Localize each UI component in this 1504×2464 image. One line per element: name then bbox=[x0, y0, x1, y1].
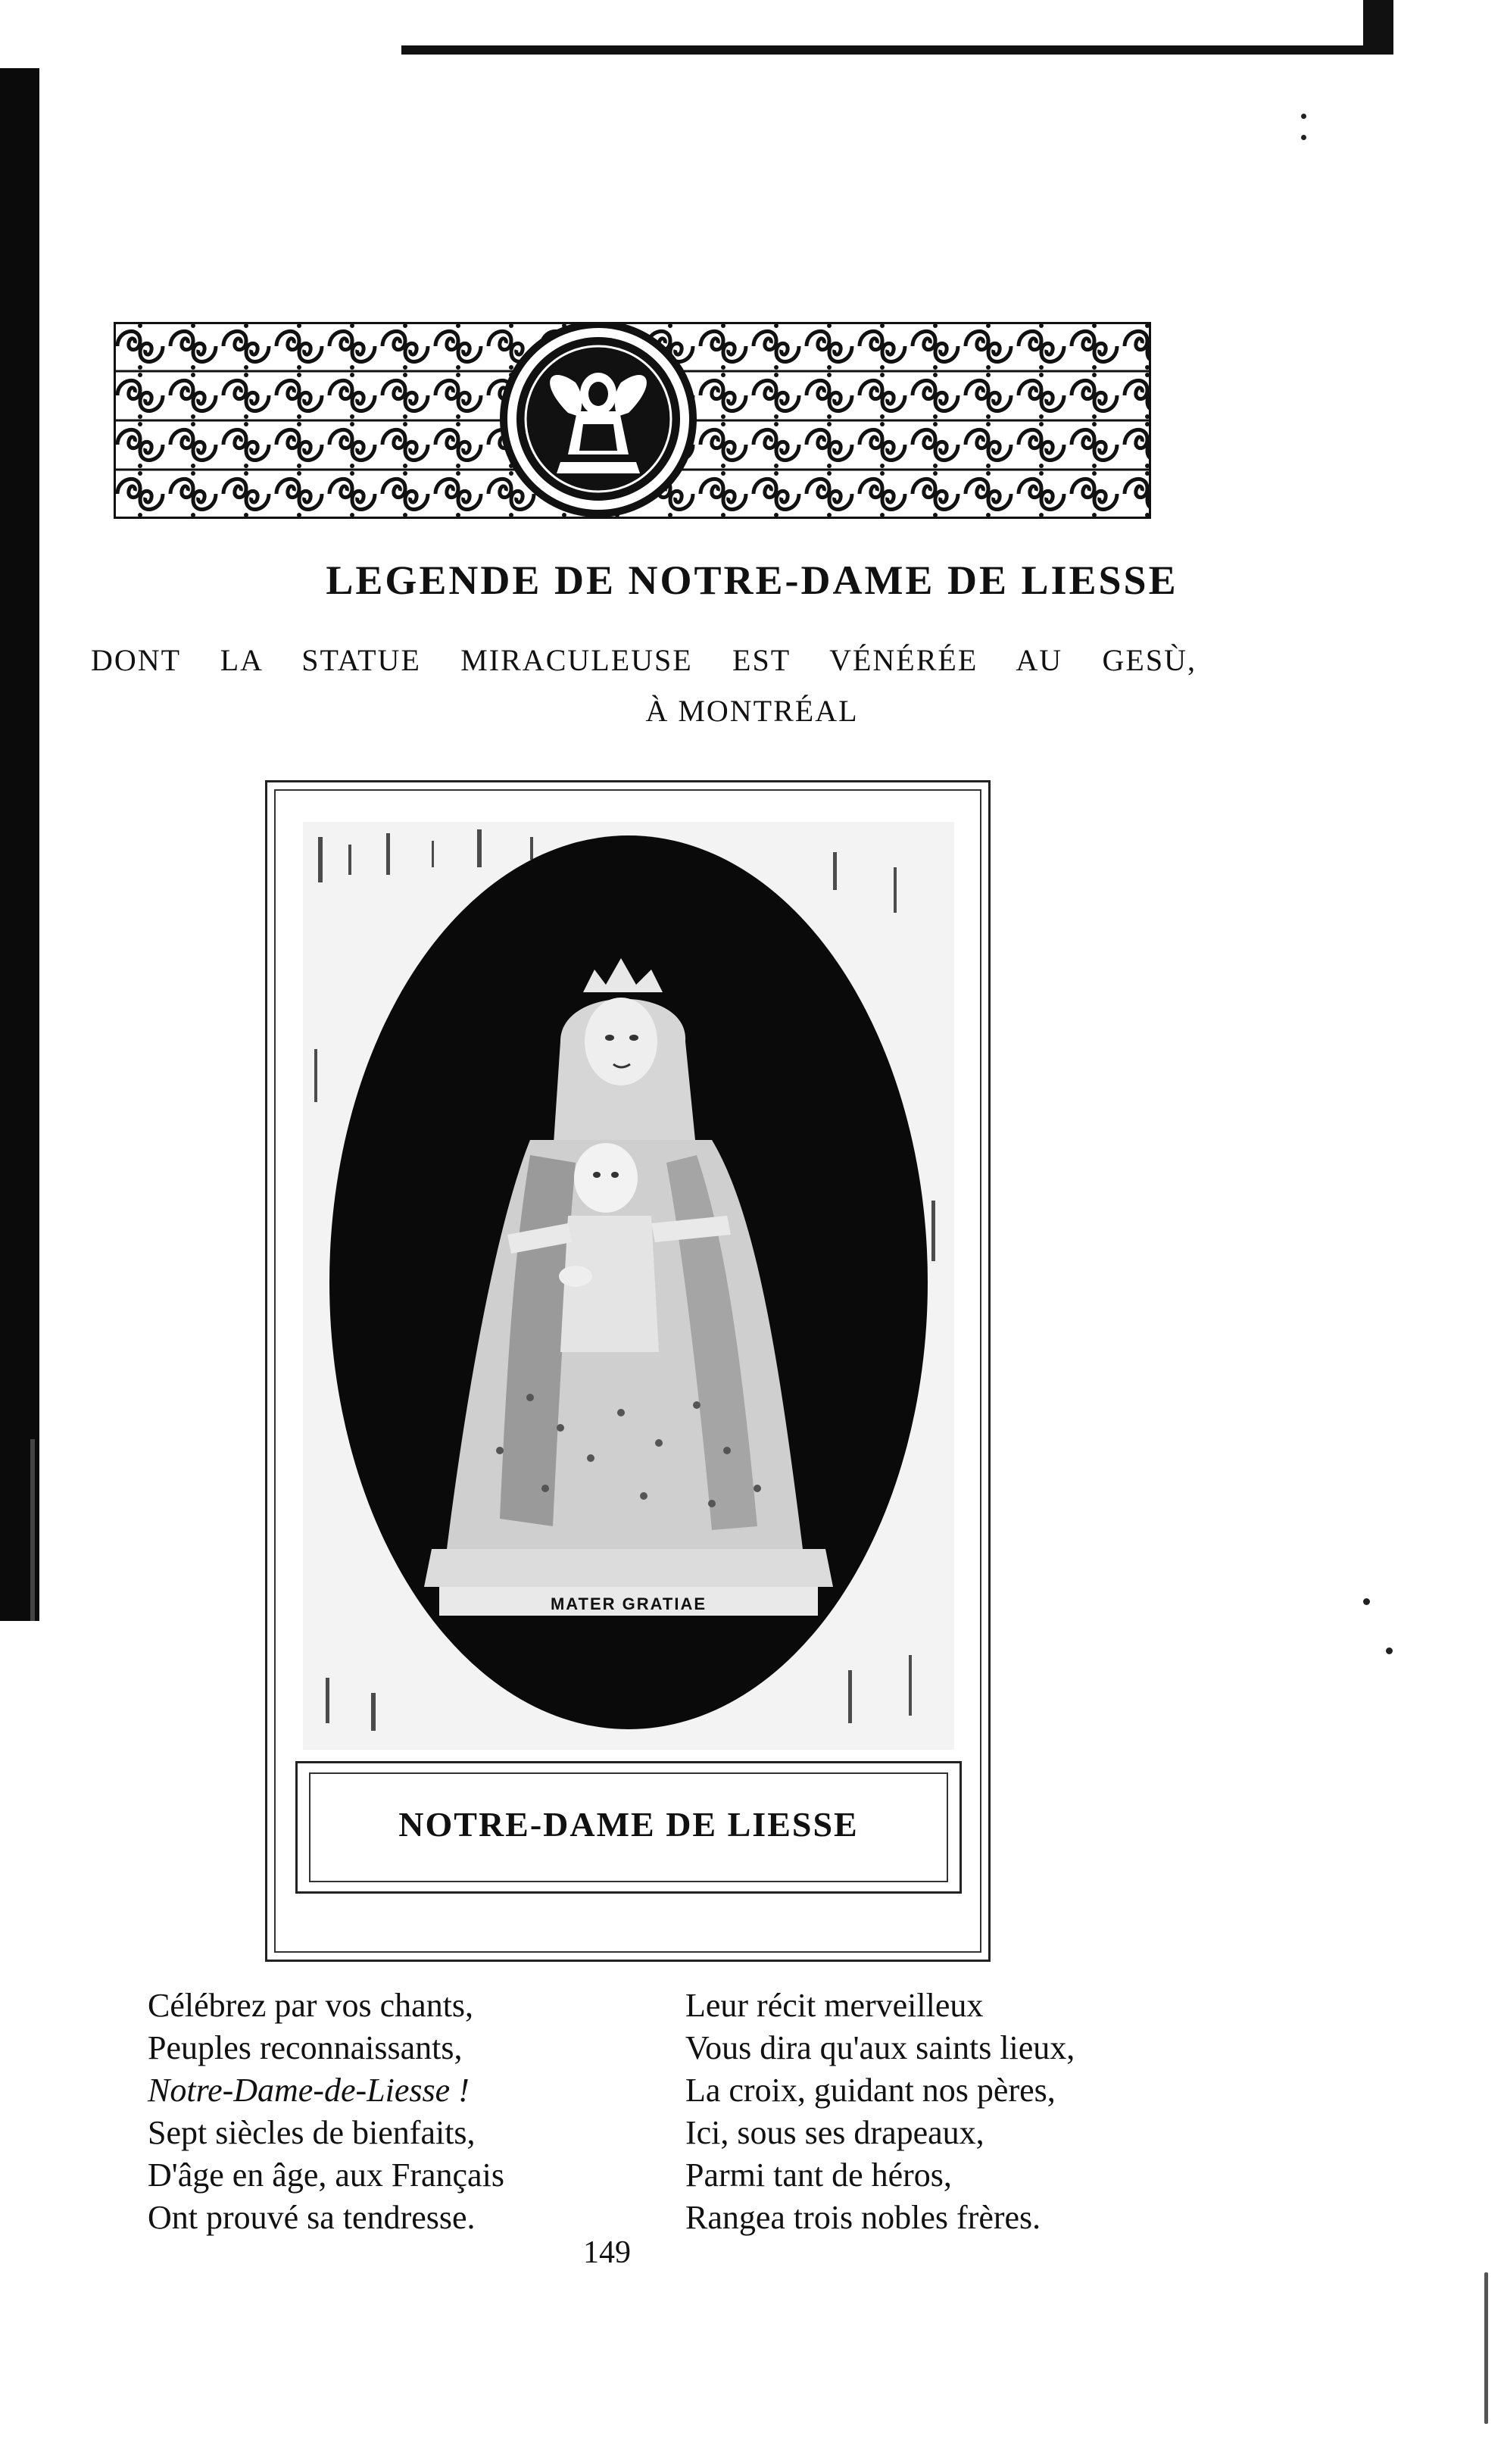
poem-line: Notre-Dame-de-Liesse ! bbox=[148, 2072, 470, 2109]
scrollwork-ornament bbox=[114, 322, 1151, 519]
poem-line: Sept siècles de bienfaits, bbox=[148, 2114, 476, 2151]
ornamental-headpiece bbox=[114, 322, 1151, 519]
scan-edge-shadow-lower bbox=[30, 1439, 35, 1621]
scan-top-corner bbox=[1363, 0, 1393, 55]
poem-line: Vous dira qu'aux saints lieux, bbox=[685, 2029, 1075, 2066]
poem-line: Leur récit merveilleux bbox=[685, 1987, 984, 2024]
poem-line: La croix, guidant nos pères, bbox=[685, 2072, 1056, 2109]
madonna-statue-image bbox=[303, 822, 954, 1750]
subtitle-line-2: À MONTRÉAL bbox=[645, 694, 859, 728]
page-title: LEGENDE DE NOTRE-DAME DE LIESSE bbox=[326, 557, 1178, 603]
illustration-caption: NOTRE-DAME DE LIESSE bbox=[398, 1805, 859, 1844]
scan-edge-marks bbox=[1484, 2272, 1488, 2424]
scan-speck bbox=[1301, 114, 1306, 119]
poem-line: Ici, sous ses drapeaux, bbox=[685, 2114, 984, 2151]
poem-left-stanza bbox=[148, 1985, 504, 2239]
poem-right-stanza bbox=[685, 1985, 1075, 2239]
scan-edge-shadow bbox=[0, 68, 39, 1621]
poem-line: Célébrez par vos chants, bbox=[148, 1987, 474, 2024]
scan-speck bbox=[1386, 1647, 1393, 1654]
poem-line: Peuples reconnaissants, bbox=[148, 2029, 463, 2066]
pedestal-inscription: MATER GRATIAE bbox=[550, 1594, 707, 1613]
page-number: 149 bbox=[583, 2235, 631, 2270]
subtitle-line-1: DONT LA STATUE MIRACULEUSE EST VÉNÉRÉE AU GESÙ, bbox=[91, 643, 1197, 677]
poem-line: Rangea trois nobles frères. bbox=[685, 2199, 1041, 2236]
poem-line: Ont prouvé sa tendresse. bbox=[148, 2199, 476, 2236]
statue-photograph bbox=[303, 822, 954, 1750]
scan-speck bbox=[1301, 135, 1306, 140]
poem-line: Parmi tant de héros, bbox=[685, 2156, 952, 2194]
poem-line: D'âge en âge, aux Français bbox=[148, 2156, 504, 2194]
scan-top-rule bbox=[401, 45, 1393, 55]
scan-speck bbox=[1363, 1598, 1370, 1605]
